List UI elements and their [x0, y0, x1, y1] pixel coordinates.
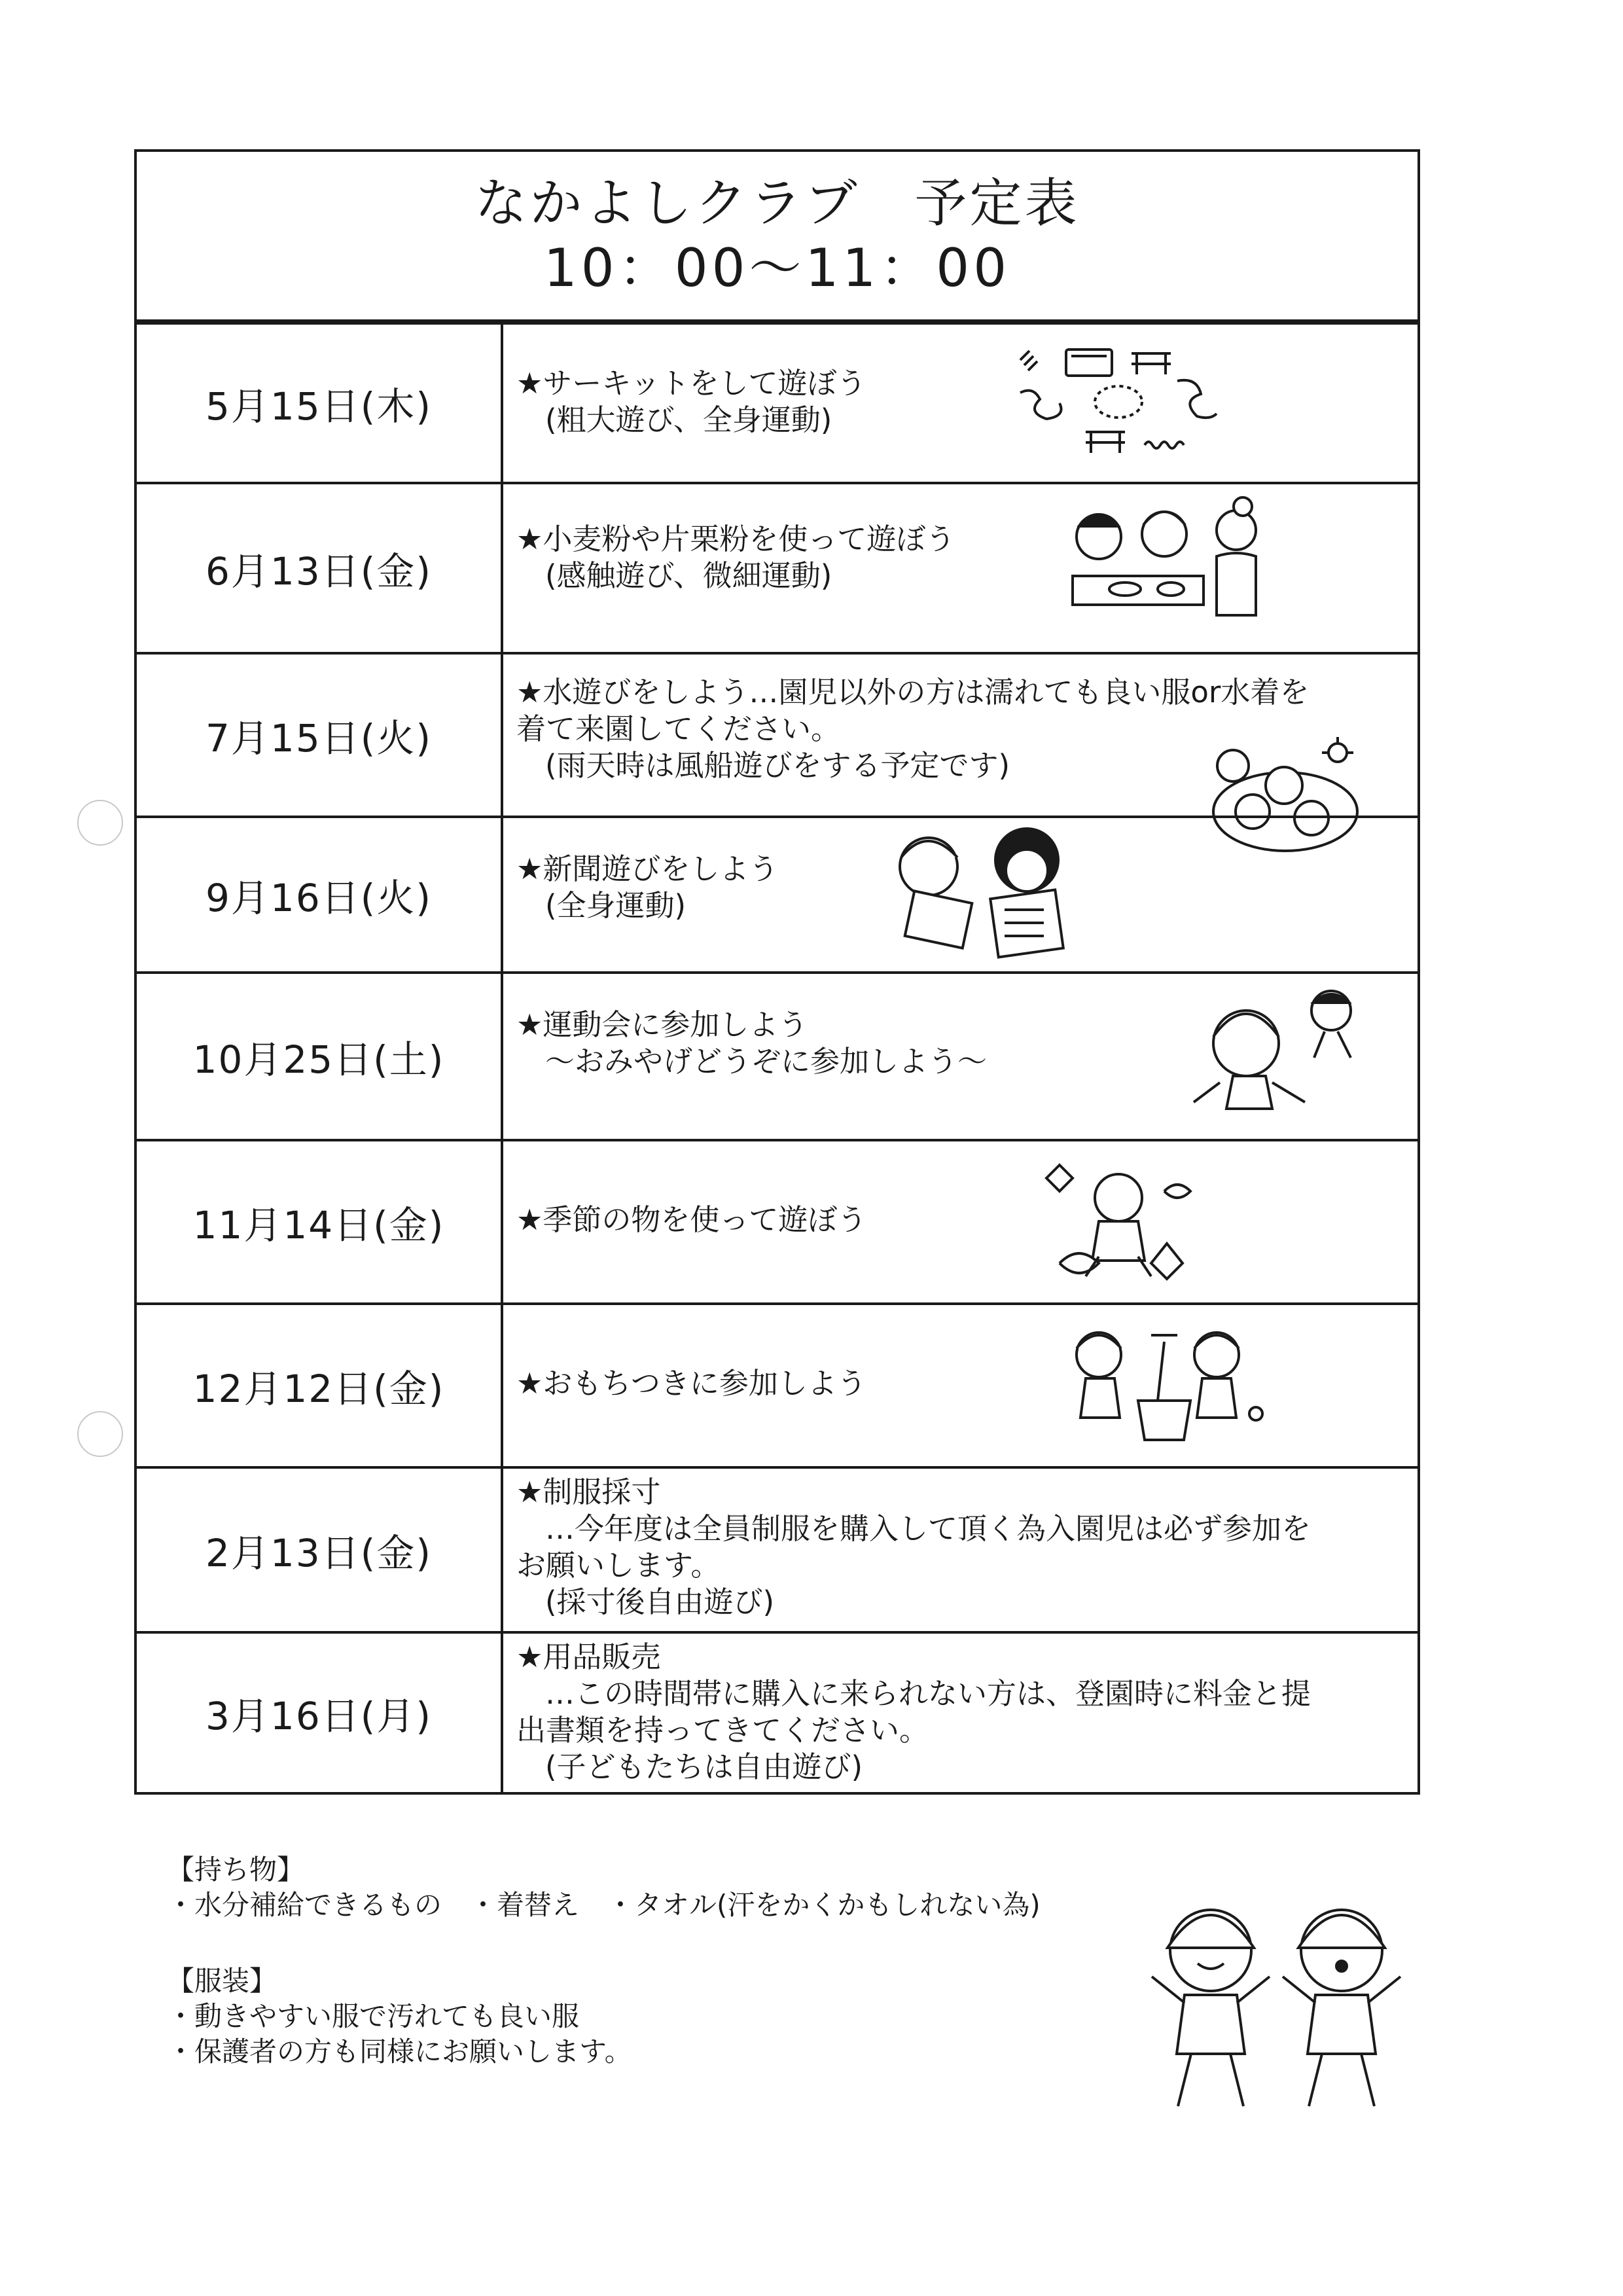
- schedule-table: [134, 149, 1420, 1795]
- row-date: 7月15日(火): [137, 655, 503, 816]
- activity-note: (感触遊び、微細運動): [545, 558, 832, 593]
- activity-title: ★用品販売: [516, 1640, 661, 1674]
- table-row: [137, 1466, 1418, 1631]
- activity-title: ★新聞遊びをしよう: [516, 852, 779, 886]
- row-content: [503, 1469, 1418, 1631]
- row-content: [503, 974, 1418, 1139]
- table-row: [137, 1302, 1418, 1466]
- row-content: [503, 818, 1418, 971]
- table-row: [137, 1139, 1418, 1302]
- mochi-pounding-illustration: [1053, 1316, 1269, 1453]
- row-date: 9月16日(火): [137, 818, 503, 971]
- activity-title: ★サーキットをして遊ぼう: [516, 366, 866, 401]
- clothing-heading: 【服装】: [167, 1965, 277, 1997]
- clothing-item: ・動きやすい服で汚れても良い服: [167, 2000, 580, 2032]
- row-content: [503, 1141, 1418, 1302]
- activity-text: …今年度は全員制服を購入して頂く為入園児は必ず参加を: [545, 1511, 1311, 1546]
- table-header: [137, 152, 1418, 322]
- table-row: [137, 652, 1418, 816]
- table-row: [137, 482, 1418, 652]
- notes-section: [167, 1852, 1041, 2070]
- table-row: [137, 971, 1418, 1139]
- activity-title: ★おもちつきに参加しよう: [516, 1366, 866, 1401]
- row-content: [503, 1305, 1418, 1466]
- activity-note: (全身運動): [545, 888, 687, 923]
- table-row: [137, 1631, 1418, 1792]
- children-exercising-illustration: [1139, 1885, 1420, 2130]
- activity-note: (採寸後自由遊び): [545, 1585, 775, 1619]
- punch-hole-bottom: [77, 1411, 123, 1457]
- row-content: [503, 1634, 1418, 1792]
- belongings-list: ・水分補給できるもの ・着替え ・タオル(汗をかくかもしれない為): [167, 1889, 1041, 1921]
- circuit-course-illustration: [1007, 334, 1256, 465]
- activity-text: …この時間帯に購入に来られない方は、登園時に料金と提: [545, 1676, 1311, 1711]
- row-date: 2月13日(金): [137, 1469, 503, 1631]
- children-newspaper-illustration: [883, 821, 1079, 969]
- activity-title: ★制服採寸: [516, 1475, 661, 1509]
- punch-hole-top: [77, 800, 123, 846]
- table-row: [137, 322, 1418, 482]
- row-date: 10月25日(土): [137, 974, 503, 1139]
- activity-note: (雨天時は風船遊びをする予定です): [545, 748, 1010, 783]
- row-date: 6月13日(金): [137, 484, 503, 652]
- time-range: 10：00～11：00: [543, 238, 1011, 298]
- row-date: 3月16日(月): [137, 1634, 503, 1792]
- activity-note: ～おみやげどうぞに参加しよう～: [545, 1044, 988, 1079]
- activity-text: 出書類を持ってきてください。: [516, 1713, 929, 1748]
- row-date: 11月14日(金): [137, 1141, 503, 1302]
- row-date: 5月15日(木): [137, 325, 503, 482]
- table-row: [137, 816, 1418, 971]
- row-content: [503, 325, 1418, 482]
- activity-text: 着て来園してください。: [516, 711, 841, 746]
- activity-title: ★季節の物を使って遊ぼう: [516, 1202, 867, 1237]
- activity-note: (子どもたちは自由遊び): [545, 1749, 863, 1784]
- activity-title: ★運動会に参加しよう: [516, 1007, 808, 1042]
- activity-text: お願いします。: [516, 1548, 721, 1583]
- belongings-heading: 【持ち物】: [167, 1854, 305, 1886]
- children-dough-illustration: [1066, 491, 1282, 622]
- sports-day-illustration: [1181, 984, 1370, 1128]
- clothing-item: ・保護者の方も同様にお願いします。: [167, 2036, 632, 2068]
- activity-title: ★水遊びをしよう…園児以外の方は濡れても良い服or水着を: [516, 675, 1310, 709]
- page-title: なかよしクラブ 予定表: [474, 173, 1080, 234]
- row-date: 12月12日(金): [137, 1305, 503, 1466]
- autumn-leaves-illustration: [1033, 1152, 1204, 1296]
- activity-title: ★小麦粉や片栗粉を使って遊ぼう: [516, 522, 955, 556]
- row-content: [503, 655, 1418, 816]
- row-content: [503, 484, 1418, 652]
- activity-note: (粗大遊び、全身運動): [545, 403, 832, 437]
